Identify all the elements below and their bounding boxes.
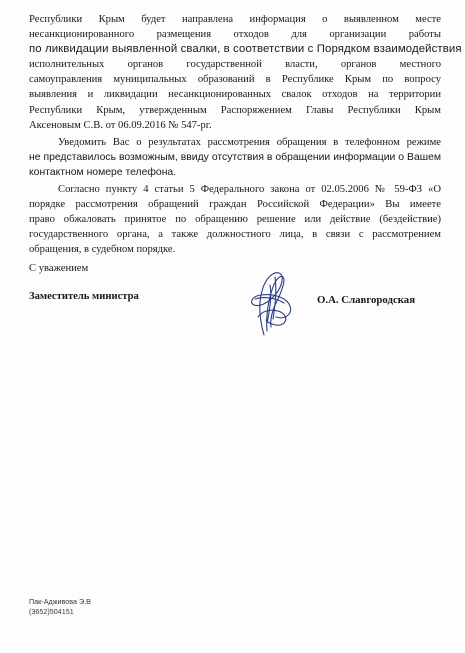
paragraph-dump-liquidation [29,12,462,133]
text-line: Республики Крым будет направлена информация о выявленном месте [29,14,441,25]
text-line: Согласно пункту 4 статьи 5 Федерального закона от 02.05.2006 № 59-ФЗ «О [58,184,441,196]
text-line: исполнительных органов государственной власти, органов местного [29,59,441,71]
text-line: самоуправления муниципальных образований в Республике Крым по вопросу [29,74,441,86]
text-line: порядке рассмотрения обращений граждан Российской Федерации» Вы имеете [29,199,441,211]
handwritten-signature [240,265,302,341]
letter-body [29,12,462,258]
text-line: выявления и ликвидации несанкционированных свалок отходов на территории [29,89,441,101]
executor-name: Пак-Адживова Э.В [29,597,91,606]
text-line: государственного органа, а также должностного лица, в связи с рассмотрением [29,229,441,241]
signer-title: Заместитель министра [29,291,139,302]
text-line: не представилось возможным, ввиду отсутствия в обращении информации о Вашем [29,151,441,163]
paragraph-appeal-rights [29,182,441,257]
text-line: Республики Крым, утвержденным Распоряжением Главы Республики Крым [29,104,441,116]
text-line: Уведомить Вас о результатах рассмотрения обращения в телефонном режиме [58,136,441,148]
text-line: обращения, в судебном порядке. [29,244,176,256]
closing-salutation: С уважением [29,263,89,274]
text-line: по ликвидации выявленной свалки, в соответствии с Порядком взаимодействия [29,43,462,56]
text-line: Аксеновым С.В. от 06.09.2016 № 547-рг. [29,119,212,131]
text-line: право обжаловать принятое по обращению решение или действие (бездействие) [29,214,441,226]
signer-name: О.А. Славгородская [317,294,416,306]
executor-phone: (3652)504151 [29,606,74,616]
paragraph-phone-notice [29,135,441,180]
text-line: контактном номере телефона. [29,166,177,178]
text-line: несанкционированного размещения отходов для организации работы [29,29,441,41]
executor-footer [29,597,91,616]
